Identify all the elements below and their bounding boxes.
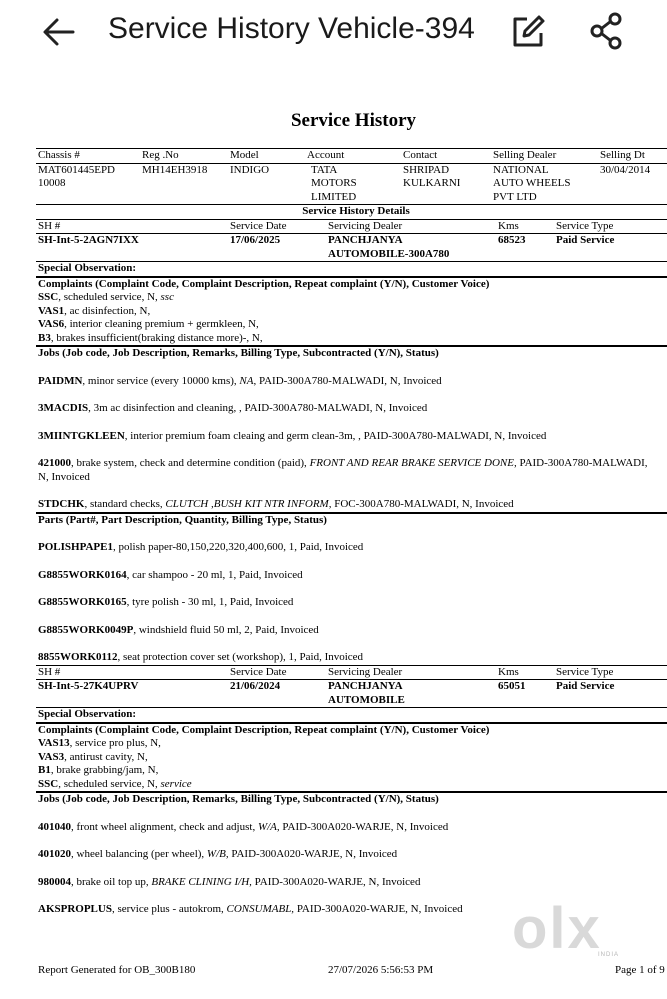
- vehicle-info-row: [36, 163, 667, 204]
- list-item: VAS3, antirust cavity, N,: [38, 750, 148, 763]
- complaints-list: [36, 291, 667, 345]
- watermark-country: INDIA: [598, 952, 620, 958]
- col-account: Account: [305, 149, 401, 164]
- label-servicing-dealer: Servicing Dealer: [326, 220, 496, 234]
- app-bar: [0, 0, 667, 64]
- jobs-header: Jobs (Job code, Job Description, Remarks, Billing Type, Subcontracted (Y/N), Status): [38, 793, 439, 805]
- jobs-list: [36, 361, 667, 512]
- servicing-dealer: PANCHJANYA AUTOMOBILE-300A780: [328, 234, 450, 260]
- details-title: Service History Details: [302, 205, 410, 217]
- label-servicing-dealer: Servicing Dealer: [326, 666, 496, 680]
- share-icon: [588, 12, 624, 50]
- list-item: PAIDMN, minor service (every 10000 kms), NA, PAID-300A780-MALWADI, N, Invoiced: [38, 374, 442, 387]
- col-contact: Contact: [401, 149, 491, 164]
- service-type: Paid Service: [556, 680, 615, 692]
- contact-value: SHRIPAD KULKARNI: [403, 163, 461, 189]
- col-chassis: Chassis #: [36, 149, 140, 164]
- list-item: 421000, brake system, check and determine condition (paid), FRONT AND REAR BRAKE SERVICE DONE, PAID-300A780-MALWADI, N, Invoiced: [38, 457, 648, 483]
- list-item: VAS13, service pro plus, N,: [38, 737, 161, 749]
- list-item: SSC, scheduled service, N, service: [38, 777, 192, 790]
- list-item: 980004, brake oil top up, BRAKE CLINING I/H, PAID-300A020-WARJE, N, Invoiced: [38, 875, 421, 888]
- kms-value: 65051: [498, 680, 526, 692]
- arrow-left-icon: [40, 14, 76, 50]
- list-item: 3MIINTGKLEEN, interior premium foam cleaing and germ clean-3m, , PAID-300A780-MALWADI, N, Invoiced: [38, 429, 547, 442]
- list-item: AKSPROPLUS, service plus - autokrom, CONSUMABL, PAID-300A020-WARJE, N, Invoiced: [38, 903, 463, 915]
- servicing-dealer: PANCHJANYA AUTOMOBILE: [328, 680, 405, 706]
- list-item: 401020, wheel balancing (per wheel), W/B, PAID-300A020-WARJE, N, Invoiced: [38, 848, 398, 860]
- parts-list: [36, 527, 667, 665]
- page-number: Page 1 of 9: [615, 964, 665, 976]
- list-item: 8855WORK0112, seat protection cover set (workshop), 1, Paid, Invoiced: [38, 651, 364, 663]
- vehicle-info-table: [36, 148, 667, 204]
- reg-no-value: MH14EH3918: [142, 163, 208, 176]
- list-item: G8855WORK0165, tyre polish - 30 ml, 1, Paid, Invoiced: [38, 596, 294, 608]
- col-selling-dealer: Selling Dealer: [491, 149, 598, 164]
- account-value: TATA MOTORS LIMITED: [311, 163, 357, 203]
- list-item: G8855WORK0049P, windshield fluid 50 ml, 2, Paid, Invoiced: [38, 623, 319, 636]
- jobs-header: Jobs (Job code, Job Description, Remarks, Billing Type, Subcontracted (Y/N), Status): [38, 347, 439, 359]
- col-reg-no: Reg .No: [140, 149, 228, 164]
- label-service-date: Service Date: [228, 220, 326, 234]
- edit-square-icon: [510, 14, 546, 50]
- service-header-values: [36, 680, 667, 708]
- vehicle-info-header-row: [36, 149, 667, 164]
- service-header-values: [36, 234, 667, 262]
- chassis-value: MAT601445EPD 10008: [38, 163, 116, 189]
- service-date: 17/06/2025: [230, 234, 281, 246]
- service-history-page: [36, 148, 667, 917]
- label-kms: Kms: [496, 666, 554, 680]
- label-sh: SH #: [36, 220, 228, 234]
- list-item: SSC, scheduled service, N, ssc: [38, 291, 174, 303]
- sh-number: SH-Int-5-2AGN7IXX: [38, 234, 139, 246]
- label-service-type: Service Type: [554, 220, 667, 234]
- page-title: Service History Vehicle-394: [108, 12, 475, 45]
- complaints-header: Complaints (Complaint Code, Complaint Description, Repeat complaint (Y/N), Customer Voice): [38, 723, 490, 736]
- list-item: 3MACDIS, 3m ac disinfection and cleaning, , PAID-300A780-MALWADI, N, Invoiced: [38, 402, 428, 414]
- service-header-labels: [36, 666, 667, 680]
- list-item: G8855WORK0164, car shampoo - 20 ml, 1, Paid, Invoiced: [38, 568, 303, 581]
- col-selling-dt: Selling Dt: [598, 149, 667, 164]
- service-date: 21/06/2024: [230, 680, 281, 692]
- report-generated-for: Report Generated for OB_300B180: [38, 964, 196, 976]
- service-header-labels: [36, 220, 667, 234]
- service-record-2-header: [36, 666, 667, 708]
- list-item: B1, brake grabbing/jam, N,: [38, 764, 159, 776]
- selling-dealer-value: NATIONAL AUTO WHEELS PVT LTD: [493, 163, 571, 203]
- list-item: B3, brakes insufficient(braking distance more)-, N,: [38, 331, 263, 344]
- label-kms: Kms: [496, 220, 554, 234]
- share-button[interactable]: [588, 12, 624, 50]
- label-service-date: Service Date: [228, 666, 326, 680]
- special-observation: Special Observation:: [38, 708, 137, 720]
- back-button[interactable]: [40, 14, 76, 50]
- parts-header: Parts (Part#, Part Description, Quantity, Billing Type, Status): [38, 513, 327, 526]
- special-observation: Special Observation:: [38, 262, 137, 274]
- label-sh: SH #: [36, 666, 228, 680]
- list-item: VAS1, ac disinfection, N,: [38, 304, 151, 317]
- complaints-header: Complaints (Complaint Code, Complaint Description, Repeat complaint (Y/N), Customer Voice): [38, 277, 490, 290]
- list-item: VAS6, interior cleaning premium + germkleen, N,: [38, 318, 259, 330]
- complaints-list: [36, 737, 667, 791]
- olx-logo: olx: [512, 896, 602, 961]
- report-timestamp: 27/07/2026 5:56:53 PM: [328, 964, 434, 976]
- service-type: Paid Service: [556, 234, 615, 246]
- selling-dt-value: 30/04/2014: [600, 163, 651, 176]
- label-service-type: Service Type: [554, 666, 667, 680]
- edit-button[interactable]: [510, 14, 546, 50]
- list-item: POLISHPAPE1, polish paper-80,150,220,320,400,600, 1, Paid, Invoiced: [38, 541, 364, 553]
- model-value: INDIGO: [230, 163, 270, 176]
- service-record-1-header: [36, 220, 667, 262]
- kms-value: 68523: [498, 234, 526, 246]
- olx-watermark: [512, 898, 632, 960]
- list-item: 401040, front wheel alignment, check and adjust, W/A, PAID-300A020-WARJE, N, Invoiced: [38, 820, 449, 833]
- col-model: Model: [228, 149, 305, 164]
- document-viewer[interactable]: [0, 64, 667, 999]
- list-item: STDCHK, standard checks, CLUTCH ,BUSH KIT NTR INFORM, FOC-300A780-MALWADI, N, Invoiced: [38, 498, 514, 510]
- document-title: Service History: [290, 110, 417, 131]
- sh-number: SH-Int-5-27K4UPRV: [38, 680, 139, 692]
